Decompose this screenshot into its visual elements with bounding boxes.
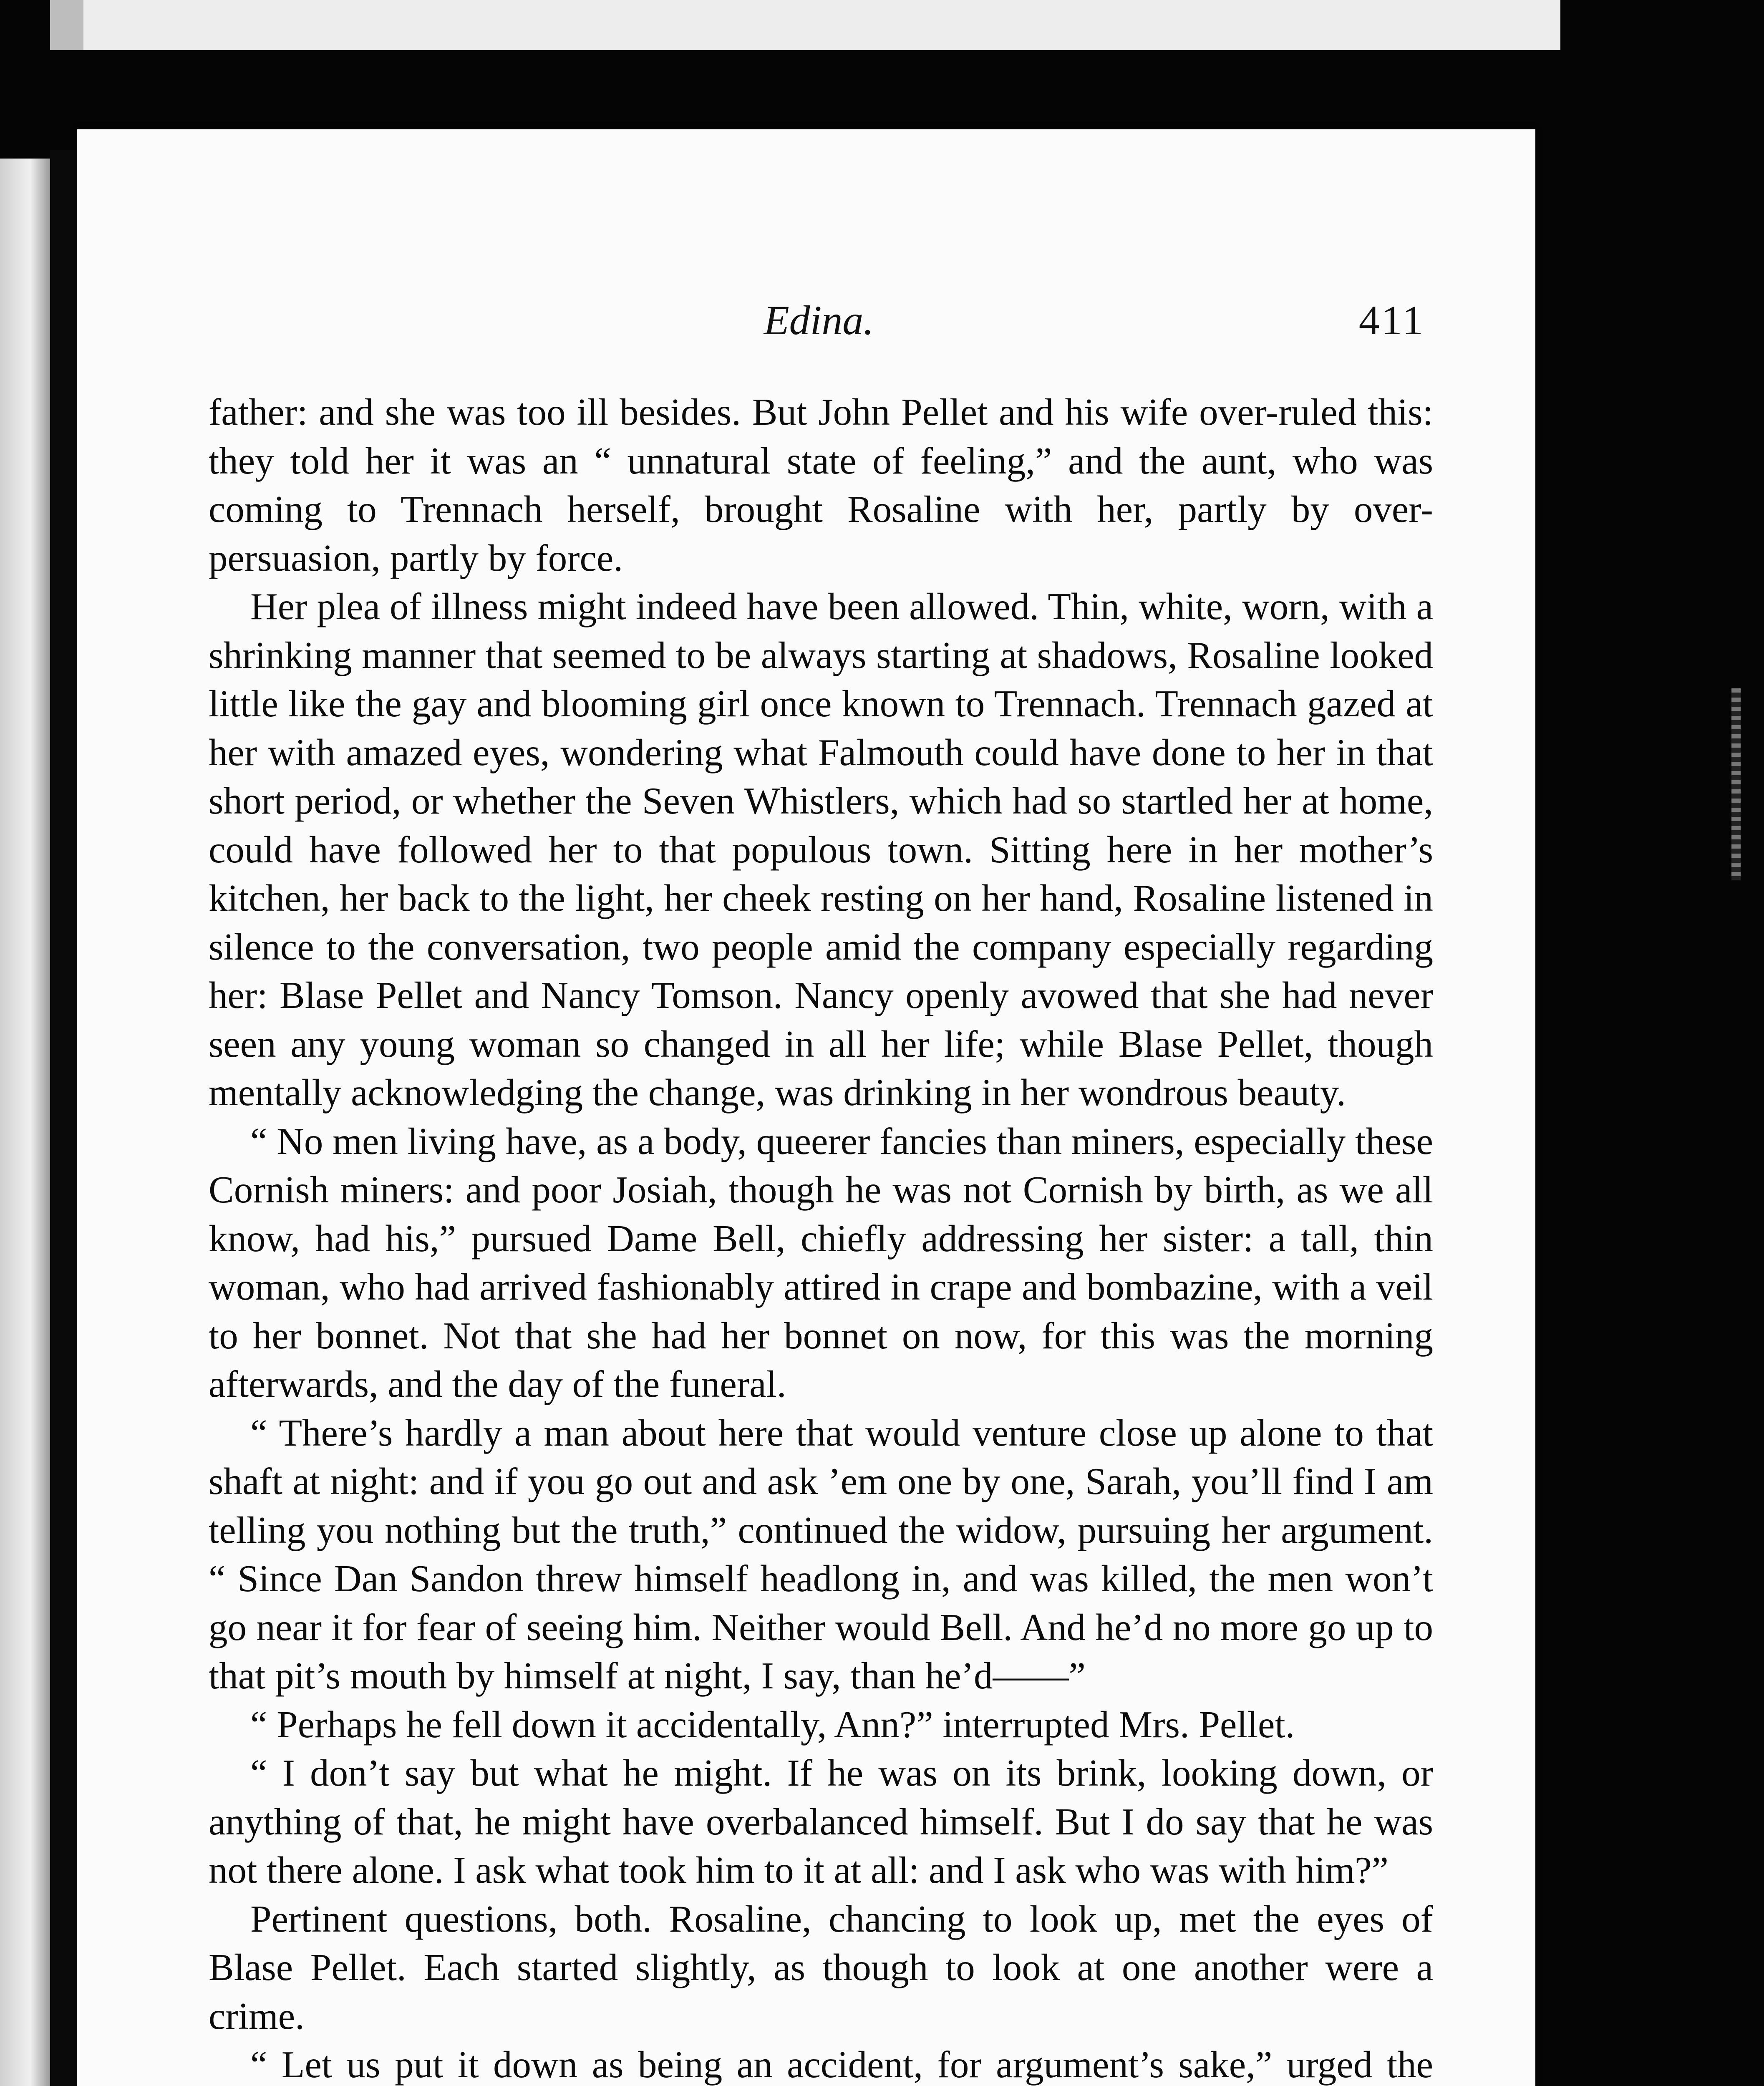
body-text <box>209 388 1433 2086</box>
paragraph: “ There’s hardly a man about here that would venture close up alone to that shaft at night: and if you go out and ask ’em one by one, Sarah, you’ll find I am telling you nothing but the truth,” continued the widow, pursuing her argument. “ Since Dan Sandon threw himself headlong in, and was killed, the men won’t go near it for fear of seeing him. Neither would Bell. And he’d no more go up to that pit’s mouth by himself at night, I say, than he’d——” <box>209 1411 1433 1697</box>
paragraph: Pertinent questions, both. Rosaline, chancing to look up, met the eyes of Blase Pellet. Each started slightly, as though to look at one another were a crime. <box>209 1897 1433 2037</box>
previous-page-edge <box>83 0 1560 50</box>
left-page-stack <box>0 159 50 2086</box>
book-page <box>77 129 1535 2086</box>
page-number: 411 <box>1358 297 1425 343</box>
paragraph: “ No men living have, as a body, queerer fancies than miners, especially these Cornish miners: and poor Josiah, though he was not Cornish by birth, as we all know, had his,” pursued Dame Bell, chiefly addressing her sister: a tall, thin woman, who had arrived fashionably attired in crape and bombazine, with a veil to her bonnet. Not that she had her bonnet on now, for this was the morning afterwards, and the day of the funeral. <box>209 1120 1433 1405</box>
previous-page-shadow <box>50 0 83 50</box>
running-title: Edina. <box>764 297 874 343</box>
running-head <box>77 296 1535 355</box>
left-gutter <box>50 150 79 2086</box>
ruler-mark <box>1731 688 1741 880</box>
paragraph: “ Let us put it down as being an accident, for argument’s sake,” urged the <box>250 2043 1433 2086</box>
paragraph: Her plea of illness might indeed have been allowed. Thin, white, worn, with a shrinking manner that seemed to be always starting at shadows, Rosaline looked little like the gay and blooming girl once known to Trennach. Trennach gazed at her with amazed eyes, wondering what Falmouth could have done to her in that short period, or whether the Seven Whistlers, which had so startled her at home, could have followed her to that populous town. Sitting here in her mother’s kitchen, her back to the light, her cheek resting on her hand, Rosaline listened in silence to the conversation, two people amid the company especially regarding her: Blase Pellet and Nancy Tomson. Nancy openly avowed that she had never seen any young woman so changed in all her life; while Blase Pellet, though mentally acknowledging the change, was drinking in her wondrous beauty. <box>209 585 1433 1114</box>
paragraph: “ Perhaps he fell down it accidentally, Ann?” interrupted Mrs. Pellet. <box>250 1703 1295 1746</box>
paragraph: father: and she was too ill besides. But John Pellet and his wife over-ruled this: they told her it was an “ unnatural state of feeling,” and the aunt, who was coming to Trennach herself, brought Rosaline with her, partly by over-persuasion, partly by force. <box>209 391 1433 579</box>
paragraph: “ I don’t say but what he might. If he was on its brink, looking down, or anything of that, he might have overbalanced himself. But I do say that he was not there alone. I ask what took him to it at all: and I ask who was with him?” <box>209 1752 1433 1891</box>
